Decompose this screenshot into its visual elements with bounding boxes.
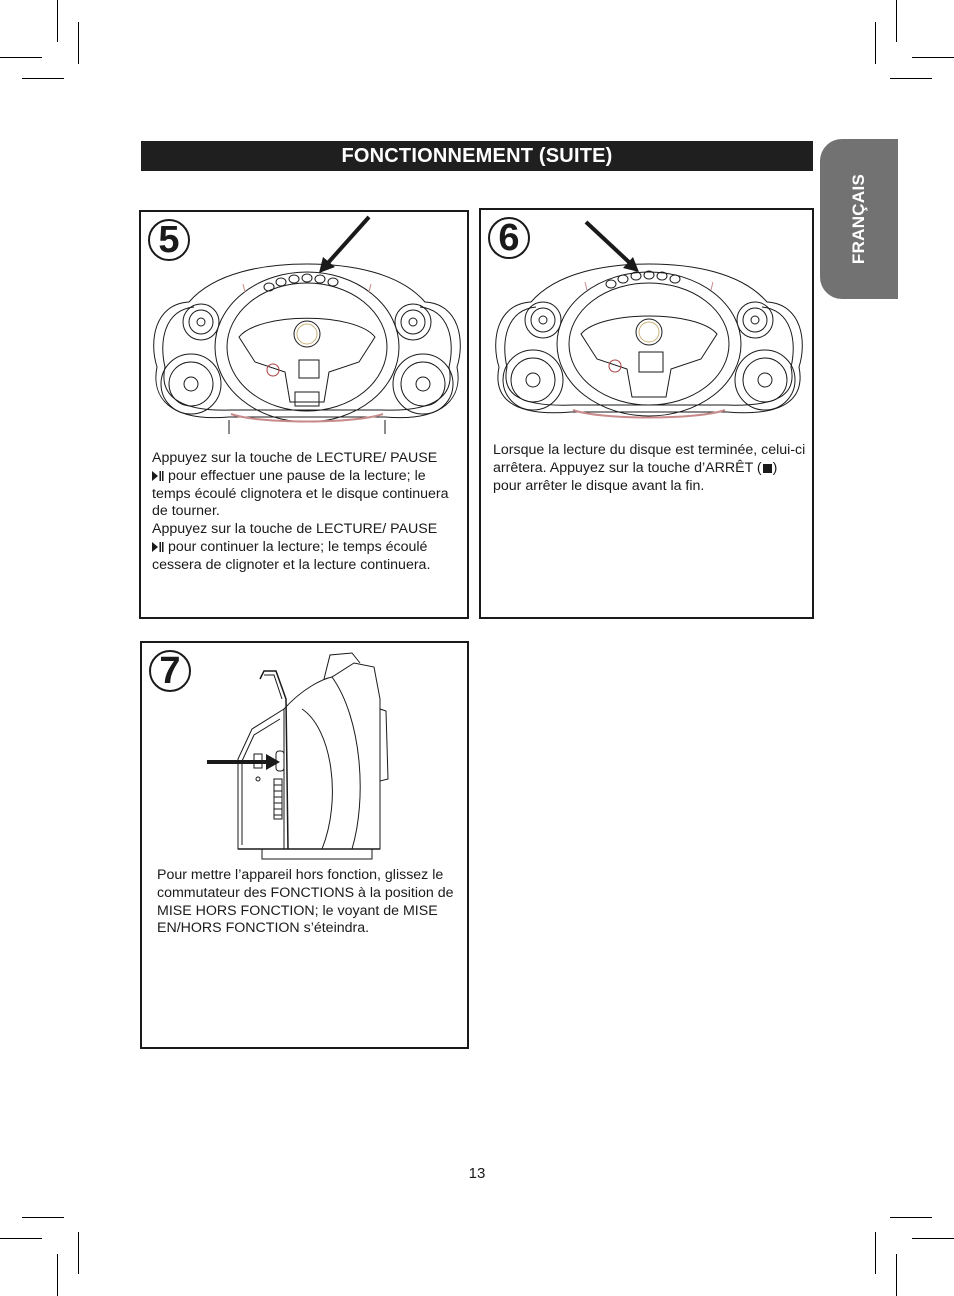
crop-mark [890,78,932,79]
instruction-paragraph: Pour mettre l’appareil hors fonction, glissez le commutateur des FONCTIONS à la position de MISE HORS FONCTION; le voyant de MISE EN/HORS FONCTION s’éteindra. [157,867,454,937]
crop-mark [912,1238,954,1239]
instruction-text: Appuyez sur la touche de LECTURE/ PAUSE [152,521,438,538]
boombox-front-illustration [491,212,807,430]
crop-mark [0,1238,42,1239]
instruction-text: ) pour arrêter le disque avant la fin. [493,459,778,494]
crop-mark [22,1217,64,1218]
instruction-text: Lorsque la lecture du disque est terminée, celui-ci arrêtera. Appuyez sur la touche d’ARRÊT ( [493,442,806,476]
step-6-box [479,208,814,619]
crop-mark [896,0,897,42]
step-number: 5 [148,219,190,261]
section-title: FONCTIONNEMENT (SUITE) [341,144,613,167]
crop-mark [57,0,58,42]
boombox-side-illustration [202,649,402,864]
language-tab-label: FRANÇAIS [849,173,868,265]
instruction-paragraph [152,521,452,574]
crop-mark [78,1232,79,1274]
section-title-bar [141,141,813,171]
boombox-front-illustration [149,212,465,444]
crop-mark [890,1217,932,1218]
crop-mark [78,22,79,64]
crop-mark [875,22,876,64]
crop-mark [57,1254,58,1296]
instruction-text: pour continuer la lecture; le temps écoulé cessera de clignoter et la lecture continuera. [152,538,431,573]
step-7-box [140,641,469,1049]
stop-icon [763,464,772,473]
step-number: 6 [488,217,530,259]
instruction-text: Appuyez sur la touche de LECTURE/ PAUSE [152,450,438,466]
crop-mark [896,1254,897,1296]
language-tab [820,139,898,299]
step-6-text [493,442,808,495]
instruction-paragraph [493,442,808,495]
step-7-text [157,867,457,938]
step-5-box [139,210,469,619]
crop-mark [0,57,42,58]
page-number: 13 [468,1165,486,1182]
step-5-text [152,450,452,575]
play-pause-icon [152,471,164,481]
crop-mark [912,57,954,58]
play-pause-icon [152,542,164,552]
instruction-text: pour effectuer une pause de la lecture; le temps écoulé clignotera et le disque continuera de tourner. [152,467,449,520]
instruction-paragraph [152,450,452,521]
step-number: 7 [149,650,191,692]
crop-mark [22,78,64,79]
crop-mark [875,1232,876,1274]
